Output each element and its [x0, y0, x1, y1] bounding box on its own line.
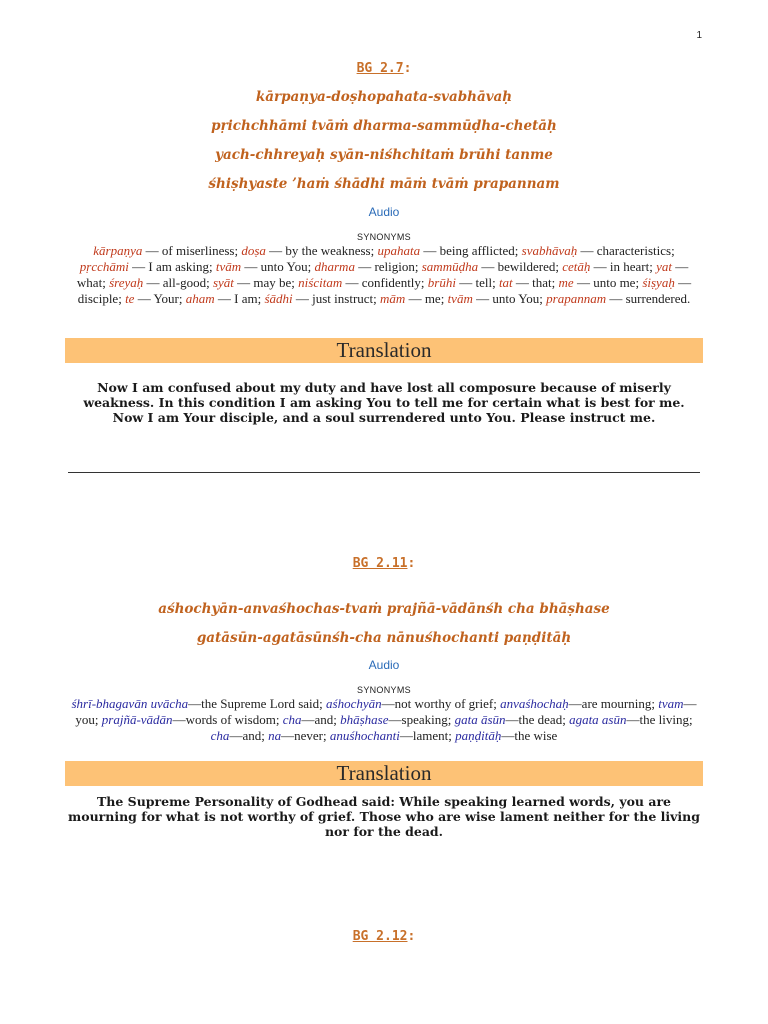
- synonym-word: pṛcchāmi: [79, 259, 129, 274]
- verse-line: yach-chhreyaḥ syān-niśhchitaṁ brūhi tanme: [215, 147, 553, 163]
- verse-line: gatāsūn-agatāsūnśh-cha nānuśhochanti paṇḍitāḥ: [196, 630, 572, 646]
- synonym-word: me: [558, 275, 574, 290]
- synonym-word: sammūḍha: [421, 259, 479, 274]
- translation-text: The Supreme Personality of Godhead said: While speaking learned words, you are mourning for what is not worthy of grief. Those who are wise lament neither for the living nor for the dead.: [68, 794, 700, 839]
- synonym-word: anuśhochanti: [329, 728, 400, 743]
- synonym-word: brūhi: [427, 275, 456, 290]
- synonym-meaning: — me;: [405, 291, 448, 306]
- verse-reference-2-7: [0, 61, 768, 76]
- page-number: 1: [696, 30, 702, 41]
- synonym-word: cha: [210, 728, 230, 743]
- synonym-word: gata āsūn: [454, 712, 506, 727]
- synonym-word: śhrī-bhagavān uvācha: [71, 696, 189, 711]
- verse-link-2-11[interactable]: BG 2.11: [352, 556, 408, 571]
- synonym-meaning: — bewildered;: [478, 259, 563, 274]
- synonym-word: paṇḍitāḥ: [455, 728, 502, 743]
- synonym-word: kārpaṇya: [93, 243, 143, 258]
- synonym-meaning: — just instruct;: [292, 291, 381, 306]
- synonym-meaning: —never;: [281, 728, 330, 743]
- synonym-word: tvām: [447, 291, 473, 306]
- section-divider: [68, 472, 700, 473]
- synonym-meaning: — characteristics;: [577, 243, 675, 258]
- verse-reference-2-12: [0, 929, 768, 944]
- verse-line: śhiṣhyaste ’haṁ śhādhi māṁ tvāṁ prapannam: [208, 176, 560, 192]
- synonym-word: tvam: [658, 696, 684, 711]
- synonym-meaning: — unto You;: [472, 291, 547, 306]
- synonyms-paragraph: [68, 696, 700, 744]
- synonym-word: aśhochyān: [326, 696, 382, 711]
- synonym-meaning: —and;: [229, 728, 269, 743]
- synonym-meaning: — being afflicted;: [420, 243, 522, 258]
- synonym-meaning: — tell;: [455, 275, 499, 290]
- synonym-meaning: — unto me;: [573, 275, 643, 290]
- synonyms-heading: SYNONYMS: [357, 685, 411, 695]
- synonym-word: anvaśhochaḥ: [500, 696, 569, 711]
- synonym-meaning: —the living;: [626, 712, 693, 727]
- synonym-word: śādhi: [264, 291, 293, 306]
- synonym-word: doṣa: [241, 243, 266, 258]
- synonym-word: bhāṣhase: [340, 712, 389, 727]
- synonym-word: dharma: [314, 259, 355, 274]
- synonym-word: niścitam: [298, 275, 343, 290]
- synonym-meaning: —are mourning;: [568, 696, 659, 711]
- synonym-word: mām: [380, 291, 406, 306]
- translation-heading-bar: Translation: [65, 338, 703, 363]
- synonym-word: cha: [282, 712, 302, 727]
- synonym-word: tat: [498, 275, 513, 290]
- synonym-meaning: —speaking;: [388, 712, 455, 727]
- synonym-word: śiṣyaḥ: [642, 275, 675, 290]
- synonym-meaning: — what;: [76, 259, 689, 290]
- verse-link-2-12[interactable]: BG 2.12: [352, 929, 408, 944]
- synonym-meaning: —the Supreme Lord said;: [188, 696, 327, 711]
- synonym-word: na: [268, 728, 282, 743]
- synonym-word: agata asūn: [569, 712, 627, 727]
- reference-colon: :: [407, 556, 416, 571]
- synonym-meaning: — that;: [512, 275, 559, 290]
- synonym-word: cetāḥ: [562, 259, 591, 274]
- reference-colon: :: [407, 929, 416, 944]
- synonym-word: svabhāvaḥ: [521, 243, 578, 258]
- synonym-word: prajñā-vādān: [101, 712, 173, 727]
- synonym-meaning: — may be;: [233, 275, 299, 290]
- synonym-meaning: — disciple;: [77, 275, 692, 306]
- audio-link[interactable]: Audio: [368, 205, 400, 219]
- synonym-word: aham: [185, 291, 215, 306]
- verse-line: pṛichchhāmi tvāṁ dharma-sammūḍha-chetāḥ: [211, 118, 557, 134]
- synonym-word: śreyaḥ: [109, 275, 144, 290]
- verse-link-2-7[interactable]: BG 2.7: [356, 61, 404, 76]
- synonym-meaning: —the dead;: [505, 712, 570, 727]
- synonyms-heading: SYNONYMS: [357, 232, 411, 242]
- synonym-meaning: —you;: [75, 696, 697, 727]
- synonym-meaning: — in heart;: [590, 259, 657, 274]
- synonym-word: tvām: [215, 259, 242, 274]
- synonym-word: te: [125, 291, 135, 306]
- synonym-meaning: —not worthy of grief;: [381, 696, 501, 711]
- synonym-meaning: — by the weakness;: [265, 243, 378, 258]
- synonym-word: upahata: [377, 243, 421, 258]
- synonym-word: yat: [656, 259, 672, 274]
- verse-reference-2-11: [0, 556, 768, 571]
- synonym-meaning: — surrendered.: [606, 291, 691, 306]
- synonym-meaning: —words of wisdom;: [172, 712, 283, 727]
- synonym-meaning: —lament;: [399, 728, 456, 743]
- synonym-meaning: — unto You;: [241, 259, 315, 274]
- translation-heading-bar: Translation: [65, 761, 703, 786]
- synonym-meaning: — all-good;: [143, 275, 213, 290]
- synonyms-paragraph: [68, 243, 700, 307]
- synonym-meaning: — confidently;: [342, 275, 428, 290]
- synonym-meaning: — of miserliness;: [142, 243, 242, 258]
- translation-text: Now I am confused about my duty and have lost all composure because of miserly weakness. In this condition I am asking You to tell me for certain what is best for me. Now I am Your disciple, and a soul surrendered unto You. Please instruct me.: [83, 380, 685, 425]
- synonym-meaning: — I am;: [214, 291, 265, 306]
- synonym-word: prapannam: [546, 291, 607, 306]
- synonym-meaning: — Your;: [134, 291, 186, 306]
- audio-link[interactable]: Audio: [368, 658, 400, 672]
- verse-line: aśhochyān-anvaśhochas-tvaṁ prajñā-vādānśh cha bhāṣhase: [158, 601, 610, 617]
- synonym-word: syāt: [212, 275, 234, 290]
- synonym-meaning: —the wise: [501, 728, 558, 743]
- synonym-meaning: — I am asking;: [128, 259, 216, 274]
- synonym-meaning: — religion;: [354, 259, 422, 274]
- reference-colon: :: [403, 61, 412, 76]
- synonym-meaning: —and;: [301, 712, 341, 727]
- verse-line: kārpaṇya-doṣhopahata-svabhāvaḥ: [255, 89, 513, 105]
